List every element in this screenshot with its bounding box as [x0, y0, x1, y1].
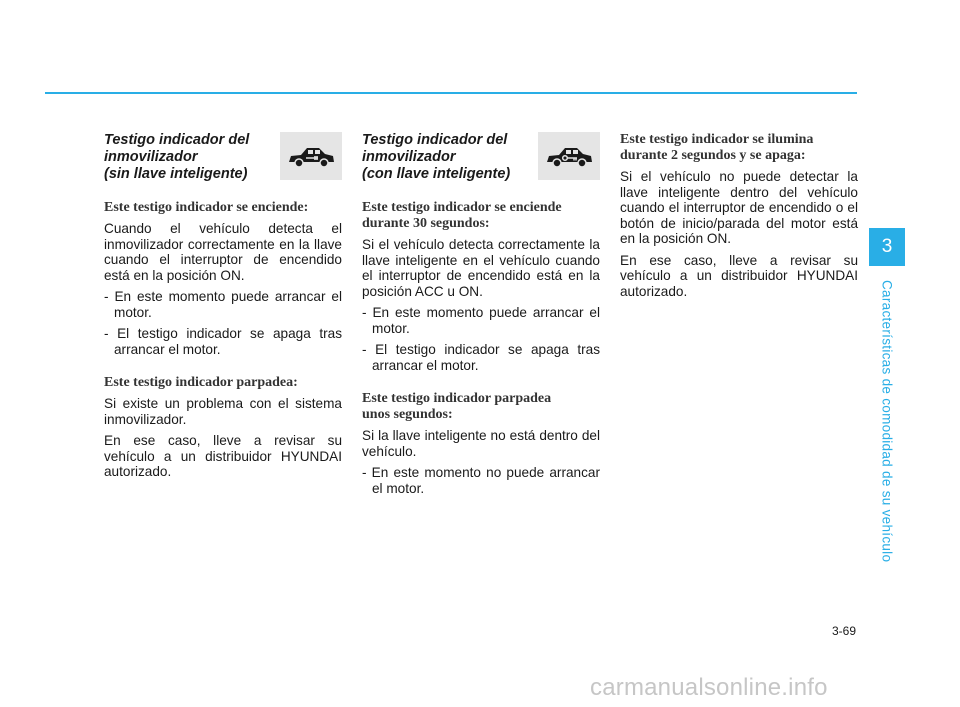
immobilizer-car-key-icon: [544, 143, 594, 169]
watermark: carmanualsonline.info: [590, 674, 828, 701]
immobilizer-car-icon: [286, 143, 336, 169]
bullet-item: - En este momento no puede arrancar el motor.: [362, 465, 600, 496]
section-title: Testigo indicador del inmovilizador (con llave inteligente): [362, 132, 511, 182]
indicator-icon-box: [538, 132, 600, 180]
bullet-item: - El testigo indicador se apaga tras arrancar el motor.: [362, 342, 600, 373]
subheading-lights-on: Este testigo indicador se enciende:: [104, 200, 309, 215]
paragraph: Si el vehículo no puede detectar la llave inteligente dentro del vehículo cuando el interruptor de encendido o el botón de inicio/parada del motor está en la posición ON.: [620, 169, 858, 246]
section-header: [104, 132, 342, 184]
indicator-icon-box: [280, 132, 342, 180]
bullet-item: - En este momento puede arrancar el motor.: [362, 305, 600, 336]
paragraph: Si el vehículo detecta correctamente la llave inteligente en el vehículo cuando el interruptor de encendido está en la posición ACC u ON.: [362, 237, 600, 299]
chapter-title-text: Características de comodidad de su vehículo: [879, 280, 895, 563]
section-header: [362, 132, 600, 184]
page-number: 3-69: [831, 624, 856, 638]
bullet-item: - En este momento puede arrancar el motor.: [104, 289, 342, 320]
column-immobilizer-smart-key: [362, 132, 600, 502]
column-continued: [620, 132, 858, 305]
chapter-number-tab: 3: [869, 228, 905, 266]
paragraph: Cuando el vehículo detecta el inmovilizador correctamente en la llave cuando el interruptor de encendido está en la posición ON.: [104, 221, 342, 283]
subheading-blinks: Este testigo indicador parpadea:: [104, 375, 298, 390]
section-title: Testigo indicador del inmovilizador (sin llave inteligente): [104, 132, 250, 182]
chapter-title-vertical: [874, 280, 900, 580]
subheading-lights-2s: Este testigo indicador se ilumina durante 2 segundos y se apaga:: [620, 132, 814, 163]
paragraph: Si existe un problema con el sistema inmovilizador.: [104, 396, 342, 427]
header-rule: [45, 92, 857, 94]
subheading-lights-30s: Este testigo indicador se enciende durante 30 segundos:: [362, 200, 562, 231]
paragraph: En ese caso, lleve a revisar su vehículo a un distribuidor HYUNDAI autorizado.: [104, 433, 342, 479]
subheading-blinks-seconds: Este testigo indicador parpadea unos segundos:: [362, 391, 552, 422]
column-immobilizer-no-smart-key: [104, 132, 342, 486]
paragraph: Si la llave inteligente no está dentro del vehículo.: [362, 428, 600, 459]
paragraph: En ese caso, lleve a revisar su vehículo a un distribuidor HYUNDAI autorizado.: [620, 252, 858, 299]
bullet-item: - El testigo indicador se apaga tras arrancar el motor.: [104, 326, 342, 357]
